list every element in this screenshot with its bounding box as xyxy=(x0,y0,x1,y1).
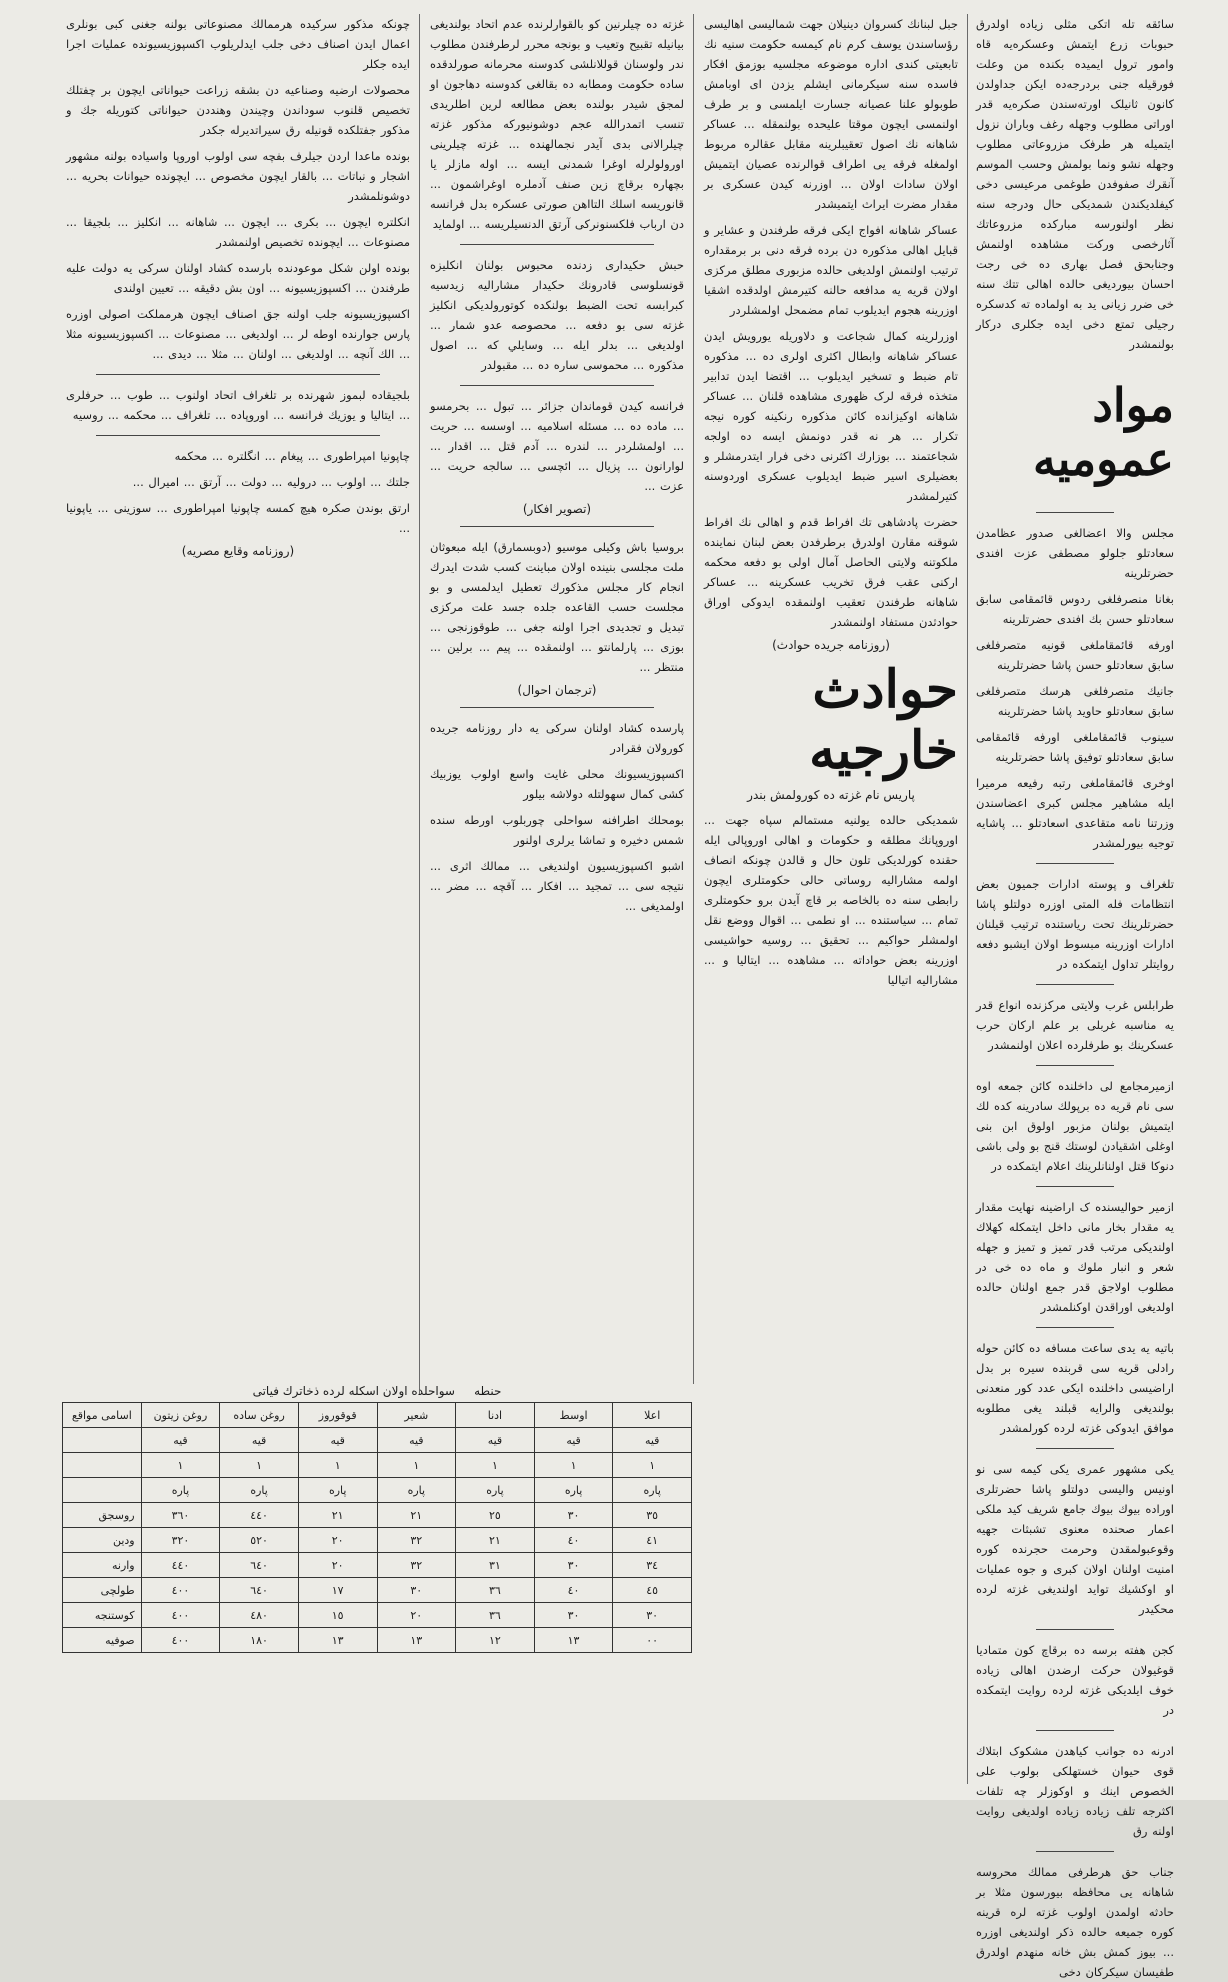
news-paragraph: حبش حکیداری زدنده محبوس بولنان انکلیزه قونسلوسی قادرونك حکیدار مشاراليه زیدسیه کبرابسه تحت الضبط بولنکده کوتورولدیکی انکلیز غزته‌ سی بو دفعه ... محصوصه عدو شمار ... اولدیغی ... بدلر ایله ... وسایلي كه ... اصول مذکوره ... محموسی ساره ده ... مقبولدر xyxy=(430,258,684,372)
table-cell: ٢١ xyxy=(456,1528,535,1553)
place-name-cell: طولچى xyxy=(63,1578,142,1603)
table-cell: ٣٤ xyxy=(613,1553,692,1578)
divider xyxy=(1036,863,1114,864)
foreign-news-heading-box xyxy=(704,660,958,780)
table-cell: ٢١ xyxy=(298,1503,377,1528)
table-header-row xyxy=(63,1403,692,1428)
unit-cell: پاره xyxy=(534,1478,613,1503)
news-paragraph: انکلتره ایچون ... بکری ... ایچون ... شاهانه ... انکلیز ... بلجیقا ... مصنوعات ... ایچونده تخصیص اولنمشدر xyxy=(66,215,410,249)
table-cell: ١٨٠ xyxy=(220,1628,299,1653)
column-rule xyxy=(693,14,694,1384)
news-paragraph: غزته ده چیلرنین کو بالقوارلرنده عدم اتحاد بولندیغی بیانیله تقبیح وتعیب و بونجه محرر لرطرفندن مطلوب ندر ولوسنان قوللانلشی کدوسنه محرمانه صورلدقده ساده حکومت ومطابه ده بقالغی کدوسنه دهاجون او لمجق شیدر بولنده بعض مطالعه لرین اطلریدی تنسب اتمدرالله عجم دوشونیورکه مذکور غزته‌ چیلرالانی بدی آیدر نجمالهنده ... غزته‌ چیلرینی اورولولرله اوغرا شمدنی ایسه ... اوله مازلر یا بچهاره برقاچ زین صنف آدملره اوغراشمون ... قانوریسه اسلك التااهن صورتی عسکره بدل فرانسه دن ارباب فلکسنونرکی آرتق الدنسیلریسه ... اولماید xyxy=(430,17,684,231)
foreign-news-heading: حوادث خارجیه xyxy=(809,659,958,781)
table-cell: ٢١ xyxy=(377,1503,456,1528)
table-cell: ٣٠ xyxy=(377,1578,456,1603)
newspaper-page xyxy=(62,14,1178,1979)
news-paragraph: عساکر شاهانه افواج ایکی فرقه طرفندن و عشایر و قبایل اهالی مذکوره دن برده فرقه دنی بر برمقداره ترتیب اولنمش اولدیغی حالده مزبوری مطلق مرکزی اولان قریه یه مدافعه حالنه کتیرمش اولدقده اشقیا اوزرینه هجوم ایدیلوب تمام مضمحل اولمشلردر xyxy=(704,223,958,317)
table-cell: ٣٠ xyxy=(534,1553,613,1578)
news-paragraph: چونکه مذکور سرکیده هرممالك مصنوعاتی بولنه جغنی کبی بونلری اعمال ایدن اصناف دخی جلب ایدلریلوب اکسپوزیسیونده عملیات اجرا ایده جکلر xyxy=(66,17,410,71)
divider xyxy=(460,385,654,386)
table-cell: ١٣ xyxy=(534,1628,613,1653)
table-cell: ١٢ xyxy=(456,1628,535,1653)
unit-cell: ١ xyxy=(298,1453,377,1478)
table-cell: ٥٢٠ xyxy=(220,1528,299,1553)
divider xyxy=(1036,1065,1114,1066)
table-cell: ٢٠ xyxy=(298,1528,377,1553)
table-cell: ٦٤٠ xyxy=(220,1578,299,1603)
unit-cell xyxy=(63,1478,142,1503)
table-cell: ٢٠ xyxy=(377,1603,456,1628)
news-paragraph: حضرت پادشاهی تك افراط قدم و اهالی نك افراط شوقنه مقارن اولدرق برطرفدن بعض لبنان نماینده ملکوتنه ولایتی الحاصل آمال اولی بو دفعه محکمه ارکنی عقب فرق تخریب عسکرینه ... عساکر شاهانه طرفندن تعقیب اولنمقده ایدوکی اوراق حوادثدن مستفاد اولنمشدر xyxy=(704,515,958,629)
table-row xyxy=(63,1528,692,1553)
news-paragraph: اشبو اکسپوزیسیون اولندیغی ... ممالك اثری ... نتیجه سی ... تمجید ... افکار ... آقچه ... مضر ... اولمدیغی ... xyxy=(430,859,684,913)
decree-3: اورفه قائمقاملغی قونیه متصرفلغی سابق سعادتلو حسن پاشا حضرتلرینه xyxy=(976,638,1174,672)
table-cell: ٤٠ xyxy=(534,1528,613,1553)
news-paragraph: بونده ماعدا اردن جیلرف بفچه سی اولوب اوروپا واسیاده بولنه مشهور اشجار و نباتات ... بالقار ایچون مخصوص ... ایچونده حیوانات بحریه ... دوشونلمشدر xyxy=(66,149,410,203)
general-news-heading-box xyxy=(976,362,1174,502)
divider xyxy=(1036,984,1114,985)
unit-cell: پاره xyxy=(613,1478,692,1503)
column-header: اعلا xyxy=(613,1403,692,1428)
table-cell: ١٧ xyxy=(298,1578,377,1603)
foreign-news-subheading: پاریس نام غزته‌ ده کورولمش بندر xyxy=(747,788,915,802)
table-cell: ٣٦ xyxy=(456,1603,535,1628)
table-cell: ٣٢ xyxy=(377,1528,456,1553)
table-cell: ٣٥ xyxy=(613,1503,692,1528)
unit-cell: قیه xyxy=(613,1428,692,1453)
unit-cell: قیه xyxy=(534,1428,613,1453)
table-cell: ٣٦ xyxy=(456,1578,535,1603)
table-cell: ٤٠ xyxy=(534,1578,613,1603)
table-cell: ٣٢ xyxy=(377,1553,456,1578)
table-cell: ٣٠ xyxy=(613,1603,692,1628)
unit-cell: قیه xyxy=(456,1428,535,1453)
table-cell: ٤١ xyxy=(613,1528,692,1553)
news-paragraph: شمدیکی حالده یولنیه مستمالم سپاه جهت ... اوروپانك مطلقه و حکومات و اهالی اوروپالی ایله حقنده کورلدیکی تلون حال و قالدن چونکه انصاف اولمه مشاراليه روساتی حالی حکومتلری ایچون رابطی سنه ده بالخاصه بر قاچ آیدن برو حکومتلری تمام ... سیاستنده ... او نطمی ... اقوال ووضع نقل اولمشلر حواکیم ... تحقیق ... روسیه حواشیسی اوزرینه بعض حواداته ... مشاهده ... ایتالیا و ... مشاراليه اتیالیا xyxy=(704,813,958,987)
decree-4: جانیك متصرفلغی هرسك متصرفلغی سابق سعادتلو حاوید پاشا حضرتلرینه xyxy=(976,684,1174,718)
decree-1: مجلس والا اعضالغی صدور عظامدن سعادتلو جلولو مصطفی عزت افندی حضرتلرینه xyxy=(976,526,1174,580)
source-credit: (روزنامه جریده حوادث) xyxy=(772,638,890,652)
divider xyxy=(96,435,380,436)
news-paragraph: جلتك ... اولوب ... درولیه ... دولت ... آرتق ... امیرال ... xyxy=(132,475,410,489)
divider xyxy=(460,526,654,527)
table-cell: ١٥ xyxy=(298,1603,377,1628)
table-cell: ٣٦٠ xyxy=(141,1503,220,1528)
unit-cell: پاره xyxy=(141,1478,220,1503)
news-paragraph: ازمیرمجامع لی داخلنده کائن جمعه اوه‌ سی نام قریه ده برپولك سادرینه كده لك ایتمیش بولنان مزبور اولوق ابن بنی اوغلی اشقیادن لوستك قنج بو ولی باشی دنوکا قتل اولنانلرینك اعلام ایتمکده‌ در xyxy=(976,1079,1174,1173)
column-1 xyxy=(972,14,1178,1979)
table-cell: ٤٨٠ xyxy=(220,1603,299,1628)
divider xyxy=(460,244,654,245)
table-row xyxy=(63,1628,692,1653)
source-credit: (ترجمان احوال) xyxy=(517,683,597,697)
news-paragraph: چاپونیا امپراطوری ... پیغام ... انگلتره ... محکمه xyxy=(174,449,410,463)
column-rule xyxy=(419,14,420,1394)
news-paragraph: جبل لبنانك کسروان دینیلان جهت شمالیسی اهالیسی رؤساسندن یوسف کرم نام کیمسه حکومت سنیه نك تابعیتی کندی اداره موضوعه مجلسیه بوزمق افکار فاسده سنه سیکرمانی ایشلم یزدن ای اوبامش طوبولو علنا عصیانه جسارت ایلمسی و بر طرف اولنمسی ایچون موقتا علیحده بولنمقله ... عساکر شاهانه نك اصول تعقیبلرینه مقابل عقالره مربوط اولمغله فرقه یی اطراف قوالرنده عصیان ایتمیش اولان سادات اولان ... اوزرنه کیدن عسکری بر مقدار مضرت ایراث ایتمیشدر xyxy=(704,17,958,211)
price-table-subtitle: سواحلده اولان اسکله لرده ذخاترك فیاتی xyxy=(252,1384,455,1398)
unit-cell: ١ xyxy=(220,1453,299,1478)
column-header: شعیر xyxy=(377,1403,456,1428)
news-paragraph: ادرنه ده جوانب کیاهدن مشکوک ابتلاك قوی حیوان خستهلکی بولوب علی الخصوص اینك و اوکوزلر چه تلفات اکثرجه تلف زیاده زیاده اولدیغی روایت اولنه رق xyxy=(976,1744,1174,1838)
unit-cell: پاره xyxy=(220,1478,299,1503)
unit-row xyxy=(63,1453,692,1478)
column-header: اوسط xyxy=(534,1403,613,1428)
news-paragraph: محصولات ارضیه وصناعیه دن بشقه زراعت حیواناتی ایچون بر چفتلك تخصیص قلنوب سوداندن وچیندن وهنددن حیواناتی کتوریله جك و مذکور جفتلکده قونیله رق سیراتدیرله جکدر xyxy=(66,83,410,137)
news-paragraph: ارتق بوندن صکره هیچ کمسه چاپونیا امپراطوری ... سوزینی ... یاپونیا ... xyxy=(66,501,410,535)
unit-cell: ١ xyxy=(377,1453,456,1478)
news-paragraph: بروسیا باش وکیلی موسیو (دوبسمارق) ایله مبعوثان ملت مجلسی بنینده اولان مباینت کسب شدت ایدرك انجام کار مجلس مذکورك تعطیل ایدلمسی و بو مجلست حسب القاعده جلده جسد علت مرکزی تبدیل و تجدیدی اجرا اولنه جغی ... طوقوزنجی ... بوزی ... پارلمانتو ... اولنمقده ... پیم ... برلین ... منتظر ... xyxy=(430,540,684,674)
table-cell: ٣٢٠ xyxy=(141,1528,220,1553)
column-header: روغن ساده xyxy=(220,1403,299,1428)
news-paragraph: ازمیر حوالیسنده ک اراضینه نهایت مقدار یه مقدار بخار مانی داخل ایتمکله کهلاك اولندیکی مرتب قدر تمیز و تمیز و جهله شعر و انبار ملوك و ماه ده‌ خی در مطلوب اولاجق قدر جمع اولنان حالده اولدیغی اوراقدن اوکنلمشدر xyxy=(976,1200,1174,1314)
unit-cell xyxy=(63,1453,142,1478)
table-cell: ٤٤٠ xyxy=(220,1503,299,1528)
column-header: اسامی مواقع xyxy=(63,1403,142,1428)
table-cell: ٢٥ xyxy=(456,1503,535,1528)
table-row xyxy=(63,1503,692,1528)
table-cell: ٢٠ xyxy=(298,1553,377,1578)
divider xyxy=(1036,1448,1114,1449)
place-name-cell: ودين xyxy=(63,1528,142,1553)
unit-row xyxy=(63,1478,692,1503)
table-row xyxy=(63,1578,692,1603)
unit-cell: قیه xyxy=(298,1428,377,1453)
column-2 xyxy=(700,14,962,1784)
divider xyxy=(460,707,654,708)
table-cell: ٦٤٠ xyxy=(220,1553,299,1578)
table-cell: ١٣ xyxy=(377,1628,456,1653)
decree-2: بغانا منصرفلغی ردوس قائمقامی سابق سعادتلو حسن بك افندی حضرتلرینه xyxy=(976,592,1174,626)
table-row xyxy=(63,1603,692,1628)
column-rule xyxy=(967,14,968,1784)
unit-cell: پاره xyxy=(377,1478,456,1503)
column-4 xyxy=(62,14,414,1374)
divider xyxy=(1036,1730,1114,1731)
table-cell: ٤٠٠ xyxy=(141,1578,220,1603)
unit-cell: ١ xyxy=(534,1453,613,1478)
table-cell: ٤٠٠ xyxy=(141,1628,220,1653)
source-credit: (روزنامه وقایع مصریه) xyxy=(181,544,295,558)
place-name-cell: روسجق xyxy=(63,1503,142,1528)
decree-6: اوخری قائمقاملغی رتبه رفیعه مرمیرا ایله مشاهیر مجلس کبری اعضاسندن وزرتنا نامه متقاعدی اسعادتلو ... پاشایه توجیه بیورلمشدر xyxy=(976,776,1174,850)
news-paragraph: پارسده کشاد اولنان سرکی یه دار روزنامه جریده کورولان فقرادر xyxy=(430,721,684,755)
unit-cell: پاره xyxy=(456,1478,535,1503)
table-cell: ٤٥ xyxy=(613,1578,692,1603)
price-table-title xyxy=(62,1384,692,1398)
column-header: قوقوروز xyxy=(298,1403,377,1428)
decree-5: سینوب قائمقاملغی اورفه قائمقامی سابق سعادتلو توفیق پاشا حضرتلرینه xyxy=(976,730,1174,764)
news-paragraph: اوزرلرینه کمال شجاعت و دلاوریله یورویش ایدن عساکر شاهانه وابطال اکثری اولری ده ... مذکوره تام ضبط و تسخیر ایدیلوب ... اقتضا ایدن تدابیر متخذه فرقه لرک ظهوری مشاهده قلنان ... عساکر شاهانه اوکیزانده کائن مذکوره رنكینه کوره نیجه تکرار ... هر نه قدر دونمش ایسه ده اولجه شجاعتمند ... بوزارك اکثرنی دخی فرار ایتدرمشلر و بعضیلری اسیر ضبط ایدیلوب عسکری اوردوسنه کتیرلمشدر xyxy=(704,329,958,503)
news-paragraph: کجن هفته برسه ده برقاچ کون متمادیا قوغیولان حرکت ارضدن اهالی زیاده خوف ایلدیکی غزته لرده روایت ایتمکده‌ در xyxy=(976,1643,1174,1717)
unit-cell xyxy=(63,1428,142,1453)
column-header: ادنا xyxy=(456,1403,535,1428)
table-cell: ١٣ xyxy=(298,1628,377,1653)
table-cell: ٠٠ xyxy=(613,1628,692,1653)
grain-price-table-section xyxy=(62,1384,692,1724)
news-paragraph: اکسپوزیسیونه جلب اولنه جق اصناف ایچون هرمملکت اصولی اوزره پارس جوارنده اوطه لر ... اولدیغی ... مصنوعات ... اكسپوزيسيونه مثلا ... الك آنچه ... اولدیغی ... اولنان ... مثلا ... دیدی ... xyxy=(66,307,410,361)
column-1-intro: سائقه تله اتکی مثلی زیاده اولدرق حبوبات زرع ایتمش وعسکرەیه قاه وامور ترول ایمیده بکنده من وعلت فورقیلە جنی بردرجه‌ده ایکن جداولدن کانون ثانیلک اورتەسندن صکره‌یه قدر اوراتی مطلوب وجهله رغف وباران نزول ایتمیله هر طرفک مزروعاتی مطلوب وجهله نشو ونما بولمش وحسب الموسم آنقرك صفوفدن طوغمی مرعیسی دخی کیفلدیکندن شمدیکی حال ودرجه سنه نظر اولنورسه مبارکده مزروعاتك آثارخصی ورکت مشاهده اولنمش وجنابحق فصل بهاری ده‌ خی رجت احسان بیوردیغی حالده اهالی تتك سنه‌ خی ضرر زیانی ید به اولمادە ته کدسکره رجیلی تمتع دخی ایده جکلری درکار بولنمشدر xyxy=(976,17,1174,351)
unit-cell: قیه xyxy=(220,1428,299,1453)
divider xyxy=(1036,1851,1114,1852)
table-cell: ٤٤٠ xyxy=(141,1553,220,1578)
table-row xyxy=(63,1553,692,1578)
news-paragraph: بلجيقاده لبموز شهرنده بر تلغراف اتحاد اولنوب ... طوب ... حرفلری ... ایتالیا و یوزیك فرانسه ... اوروپاده ... تلغراف ... محکمه ... روسیه xyxy=(66,388,410,422)
column-header: روغن زیتون xyxy=(141,1403,220,1428)
table-cell: ٣٠ xyxy=(534,1603,613,1628)
divider xyxy=(96,374,380,375)
unit-cell: پاره xyxy=(298,1478,377,1503)
news-paragraph: باتیه یه یدی ساعت مسافه ده کائن حوله رادلی قریه سی قربنده سیره بر بدل اراضیسی داخلنده ایکی عدد کور منعدنی بولندیغی والرایه قبلند یغی مطلوبه موافق ایدوکی غزته لرده کورلمشدر xyxy=(976,1341,1174,1435)
news-paragraph: طرابلس غرب ولایتی مرکزنده انواع قدر یه مناسبه غربلی بر علم ارکان حرب عسکرینك بو طرفلرده اعلان اولنمشدر xyxy=(976,998,1174,1052)
news-paragraph: اکسپوزیسیونك محلی غایت واسع اولوب یوزبیك کشی کمال سهولتله دولاشه بیلور xyxy=(430,767,684,801)
unit-row xyxy=(63,1428,692,1453)
unit-cell: ١ xyxy=(141,1453,220,1478)
news-paragraph: جناب حق هرطرفی ممالك محروسه شاهانه یی محافظه بیورسون مثلا بر حادثه اولمدن اولوب غزته لره قرینه کوره جمیعه حالده ذکر اولندیغی اوزره ... بیوز کمش بش خانه منهدم اولدرق طفیسان سیکرکان دخی xyxy=(976,1865,1174,1979)
divider xyxy=(1036,1629,1114,1630)
place-name-cell: کوستنجه xyxy=(63,1603,142,1628)
place-name-cell: صوفیه xyxy=(63,1628,142,1653)
news-paragraph: تلغراف و پوسته ادارات جمیون بعض انتظامات فله المتی اوزره دولتلو پاشا حضرتلرینك تحت رياستنده ترتیب قیلنان ادارات اوزرینه مبسوط اولان ایشبو دفعه روایتلر تداول ایتمکده‌ در xyxy=(976,877,1174,971)
news-paragraph: بونده اولن شکل موعودنده بارسده کشاد اولنان سرکی یه دولت علیه طرفندن ... اکسپوزیسیونه ... اون بش دقیقه ... تعیین اولندی xyxy=(66,261,410,295)
news-paragraph: فرانسه کیدن قوماندان جزائر ... تبول ... بحرمسو ... ماده ده ... مسئله اسلامیه ... اوسسه ... حریت ... اولمشلردر ... لندره ... آدم قتل ... اقدار ... لوارانون ... پزیال ... ائچسی ... سالجه حریت ... عزت ... xyxy=(430,399,684,493)
general-news-heading: مواد عمومیه xyxy=(1033,378,1174,486)
source-credit: (تصویر افکار) xyxy=(522,502,592,516)
divider xyxy=(1036,512,1114,513)
unit-cell: قیه xyxy=(141,1428,220,1453)
unit-cell: قیه xyxy=(377,1428,456,1453)
unit-cell: ١ xyxy=(456,1453,535,1478)
divider xyxy=(1036,1186,1114,1187)
table-cell: ٤٠٠ xyxy=(141,1603,220,1628)
news-paragraph: بومحلك اطرافنه سواحلی چوربلوب اورطه سنده شمس دخیره و تماشا یرلری اولنور xyxy=(430,813,684,847)
column-3 xyxy=(426,14,688,1374)
place-name-cell: وارنه xyxy=(63,1553,142,1578)
grain-price-table xyxy=(62,1402,692,1653)
table-cell: ٣١ xyxy=(456,1553,535,1578)
price-table-heading: حنطه xyxy=(474,1384,502,1398)
unit-cell: ١ xyxy=(613,1453,692,1478)
news-paragraph: یکی مشهور عمری یکی کیمه سی نو اونیس والیسی دولتلو پاشا حضرتلری اوراده بیوك بیوك جامع شریف کید ملکی اعمار صحنده معنوی تشبثات جهیه وقوعبولمقدن وحرمت حجرنده کوره امنیت اولنان اولان کبری و جوه عملیات او اوکشیك تواید اولندیغی غزته لرده محکیدر xyxy=(976,1462,1174,1616)
table-cell: ٣٠ xyxy=(534,1503,613,1528)
divider xyxy=(1036,1327,1114,1328)
